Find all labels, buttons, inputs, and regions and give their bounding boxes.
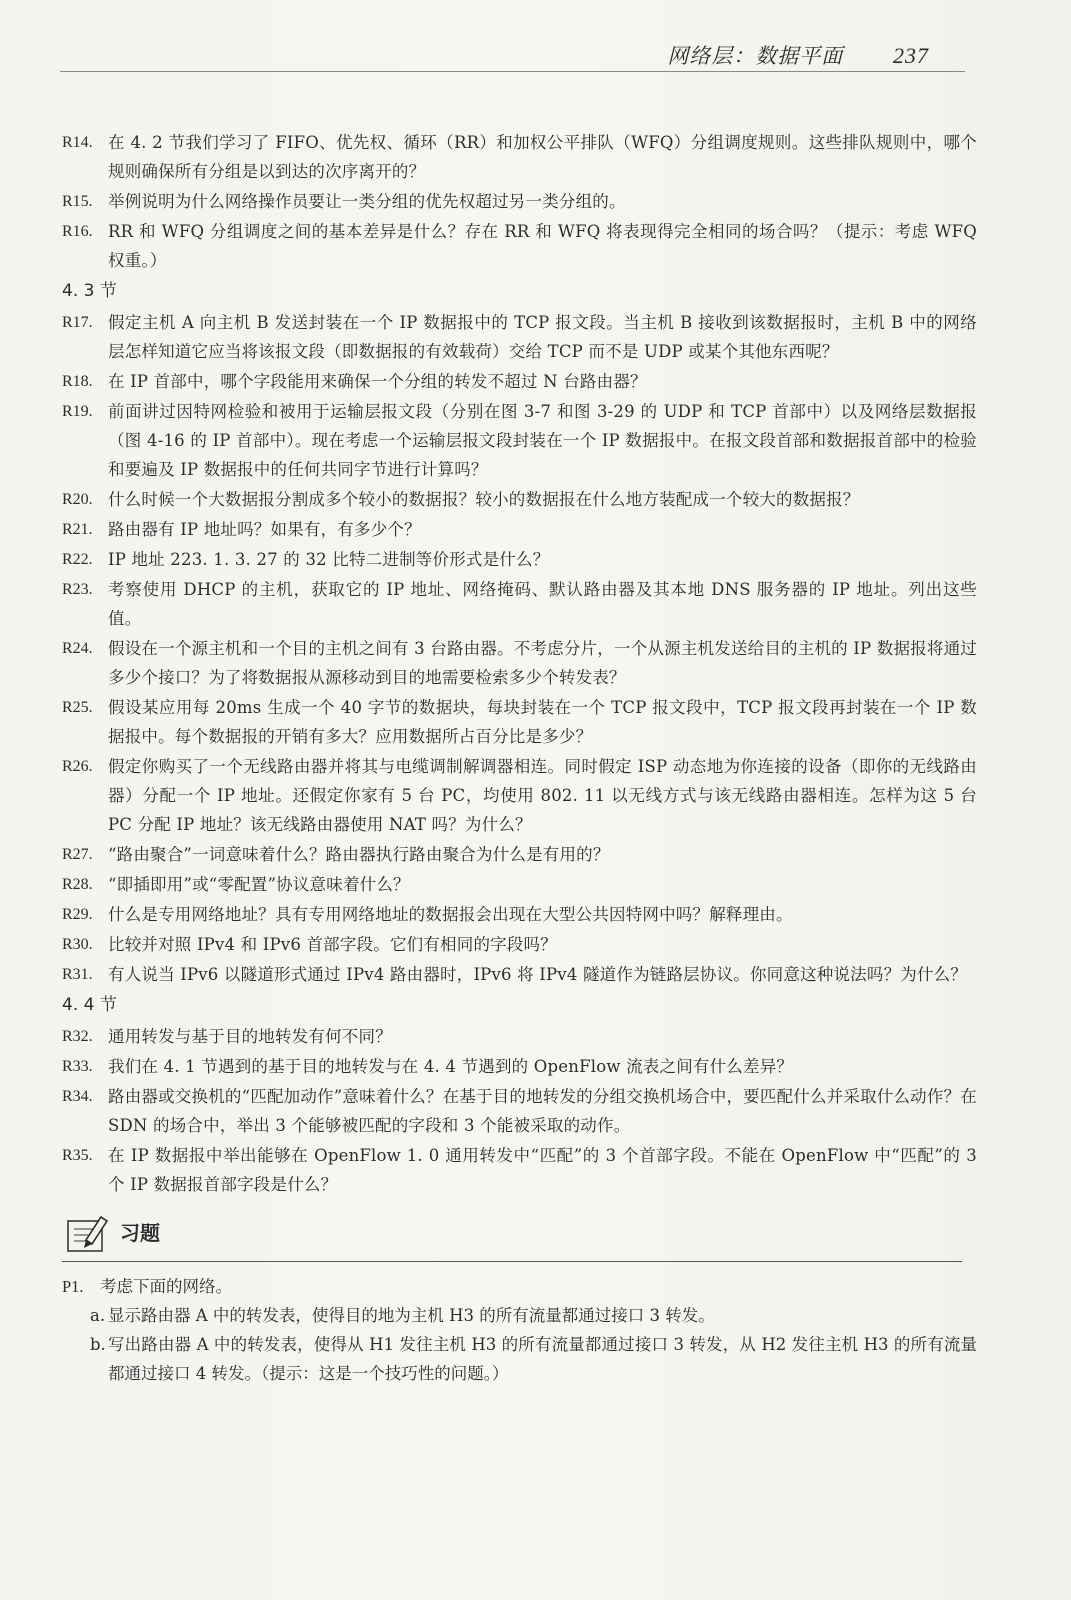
question-item <box>62 840 977 869</box>
question-item <box>62 634 977 692</box>
page-content <box>62 128 977 1388</box>
question-text: 考察使用 DHCP 的主机，获取它的 IP 地址、网络掩码、默认路由器及其本地 DNS 服务器的 IP 地址。列出这些值。 <box>108 580 977 628</box>
question-text: 在 IP 数据报中举出能够在 OpenFlow 1. 0 通用转发中“匹配”的 3 个首部字段。不能在 OpenFlow 中“匹配”的 3 个 IP 数据报首部字段是什么？ <box>108 1146 977 1194</box>
question-text: 有人说当 IPv6 以隧道形式通过 IPv4 路由器时，IPv6 将 IPv4 隧道作为链路层协议。你同意这种说法吗？为什么？ <box>108 965 968 984</box>
questions-section-4-2 <box>62 128 977 275</box>
question-number: R34. <box>62 1088 93 1105</box>
problem-number: P1. <box>62 1277 84 1296</box>
question-number: R18. <box>62 373 93 390</box>
question-number: R24. <box>62 640 93 657</box>
question-text: 举例说明为什么网络操作员要让一类分组的优先权超过另一类分组的。 <box>108 192 626 211</box>
question-text: IP 地址 223. 1. 3. 27 的 32 比特二进制等价形式是什么？ <box>108 550 550 569</box>
exercises-heading <box>62 1209 962 1262</box>
question-number: R27. <box>62 846 93 863</box>
problem-subitem <box>62 1330 977 1388</box>
question-number: R23. <box>62 581 93 598</box>
chapter-title: 网络层：数据平面 <box>667 44 844 68</box>
section-heading-4-4: 4. 4 节 <box>62 995 117 1015</box>
header-rule <box>60 71 965 72</box>
question-text: “即插即用”或“零配置”协议意味着什么？ <box>108 875 410 894</box>
question-item <box>62 1022 977 1051</box>
question-number: R29. <box>62 906 93 923</box>
question-number: R25. <box>62 699 93 716</box>
question-item <box>62 187 977 216</box>
problem-text: 考虑下面的网络。 <box>100 1277 232 1296</box>
subitem-text: 显示路由器 A 中的转发表，使得目的地为主机 H3 的所有流量都通过接口 3 转发。 <box>108 1306 715 1325</box>
question-text: 什么时候一个大数据报分割成多个较小的数据报？较小的数据报在什么地方装配成一个较大的数据报？ <box>108 490 860 509</box>
question-text: 假定主机 A 向主机 B 发送封装在一个 IP 数据报中的 TCP 报文段。当主机 B 接收到该数据报时，主机 B 中的网络层怎样知道它应当将该报文段（即数据报的有效载荷）交给 TCP 而不是 UDP 或某个其他东西呢？ <box>108 313 977 361</box>
question-item <box>62 545 977 574</box>
questions-section-4-4 <box>62 1022 977 1199</box>
question-item <box>62 693 977 751</box>
question-item <box>62 128 977 186</box>
question-item <box>62 930 977 959</box>
question-item <box>62 752 977 839</box>
problem-p1 <box>62 1272 977 1301</box>
running-head <box>667 40 929 70</box>
subitem-text: 写出路由器 A 中的转发表，使得从 H1 发往主机 H3 的所有流量都通过接口 3 转发，从 H2 发往主机 H3 的所有流量都通过接口 4 转发。（提示：这是一个技巧性的问题。） <box>108 1335 977 1383</box>
question-number: R21. <box>62 521 93 538</box>
section-heading-4-3: 4. 3 节 <box>62 281 117 301</box>
question-item <box>62 308 977 366</box>
question-number: R15. <box>62 193 93 210</box>
question-item <box>62 900 977 929</box>
page-number: 237 <box>893 43 929 68</box>
pencil-paper-icon <box>64 1209 110 1255</box>
question-number: R32. <box>62 1028 93 1045</box>
question-number: R30. <box>62 936 93 953</box>
question-text: 在 4. 2 节我们学习了 FIFO、优先权、循环（RR）和加权公平排队（WFQ）分组调度规则。这些排队规则中，哪个规则确保所有分组是以到达的次序离开的？ <box>108 133 977 181</box>
questions-section-4-3 <box>62 308 977 989</box>
question-number: R16. <box>62 223 93 240</box>
question-text: 假设某应用每 20ms 生成一个 40 字节的数据块，每块封装在一个 TCP 报文段中，TCP 报文段再封装在一个 IP 数据报中。每个数据报的开销有多大？应用数据所占百分比是多少？ <box>108 698 977 746</box>
subitem-label: a. <box>90 1306 106 1325</box>
question-text: 我们在 4. 1 节遇到的基于目的地转发与在 4. 4 节遇到的 OpenFlow 流表之间有什么差异？ <box>108 1057 794 1076</box>
question-number: R31. <box>62 966 93 983</box>
question-text: 假定你购买了一个无线路由器并将其与电缆调制解调器相连。同时假定 ISP 动态地为你连接的设备（即你的无线路由器）分配一个 IP 地址。还假定你家有 5 台 PC，均使用 802. 11 以无线方式与该无线路由器相连。怎样为这 5 台 PC 分配 IP 地址？该无线路由器使用 NAT 吗？为什么？ <box>108 757 977 834</box>
question-text: 路由器或交换机的“匹配加动作”意味着什么？在基于目的地转发的分组交换机场合中，要匹配什么并采取什么动作？在 SDN 的场合中，举出 3 个能够被匹配的字段和 3 个能被采取的动作。 <box>108 1087 977 1135</box>
question-number: R35. <box>62 1147 93 1164</box>
question-item <box>62 217 977 275</box>
question-text: “路由聚合”一词意味着什么？路由器执行路由聚合为什么是有用的？ <box>108 845 610 864</box>
question-item <box>62 575 977 633</box>
question-item <box>62 960 977 989</box>
question-number: R33. <box>62 1058 93 1075</box>
question-item <box>62 485 977 514</box>
subitem-label: b. <box>90 1335 106 1354</box>
question-text: 在 IP 首部中，哪个字段能用来确保一个分组的转发不超过 N 台路由器？ <box>108 372 647 391</box>
question-text: 比较并对照 IPv4 和 IPv6 首部字段。它们有相同的字段吗？ <box>108 935 557 954</box>
question-item <box>62 397 977 484</box>
question-text: 前面讲过因特网检验和被用于运输层报文段（分别在图 3-7 和图 3-29 的 UDP 和 TCP 首部中）以及网络层数据报（图 4-16 的 IP 首部中）。现在考虑一个运输层报文段封装在一个 IP 数据报中。在报文段首部和数据报首部中的检验和要遍及 IP 数据报中的任何共同字节进行计算吗？ <box>108 402 977 479</box>
page-header <box>60 40 965 74</box>
question-item <box>62 870 977 899</box>
question-text: RR 和 WFQ 分组调度之间的基本差异是什么？存在 RR 和 WFQ 将表现得完全相同的场合吗？（提示：考虑 WFQ 权重。） <box>108 222 977 270</box>
question-number: R20. <box>62 491 93 508</box>
question-text: 什么是专用网络地址？具有专用网络地址的数据报会出现在大型公共因特网中吗？解释理由。 <box>108 905 793 924</box>
question-item <box>62 1141 977 1199</box>
question-number: R28. <box>62 876 93 893</box>
problem-subitem <box>62 1301 977 1330</box>
question-number: R22. <box>62 551 93 568</box>
question-item <box>62 515 977 544</box>
question-text: 通用转发与基于目的地转发有何不同？ <box>108 1027 392 1046</box>
question-text: 假设在一个源主机和一个目的主机之间有 3 台路由器。不考虑分片，一个从源主机发送给目的主机的 IP 数据报将通过多少个接口？为了将数据报从源移动到目的地需要检索多少个转发表？ <box>108 639 977 687</box>
question-text: 路由器有 IP 地址吗？如果有，有多少个？ <box>108 520 421 539</box>
question-number: R19. <box>62 403 93 420</box>
exercises-title: 习题 <box>120 1221 160 1245</box>
question-number: R17. <box>62 314 93 331</box>
question-item <box>62 367 977 396</box>
question-item <box>62 1052 977 1081</box>
question-item <box>62 1082 977 1140</box>
question-number: R14. <box>62 134 93 151</box>
question-number: R26. <box>62 758 93 775</box>
